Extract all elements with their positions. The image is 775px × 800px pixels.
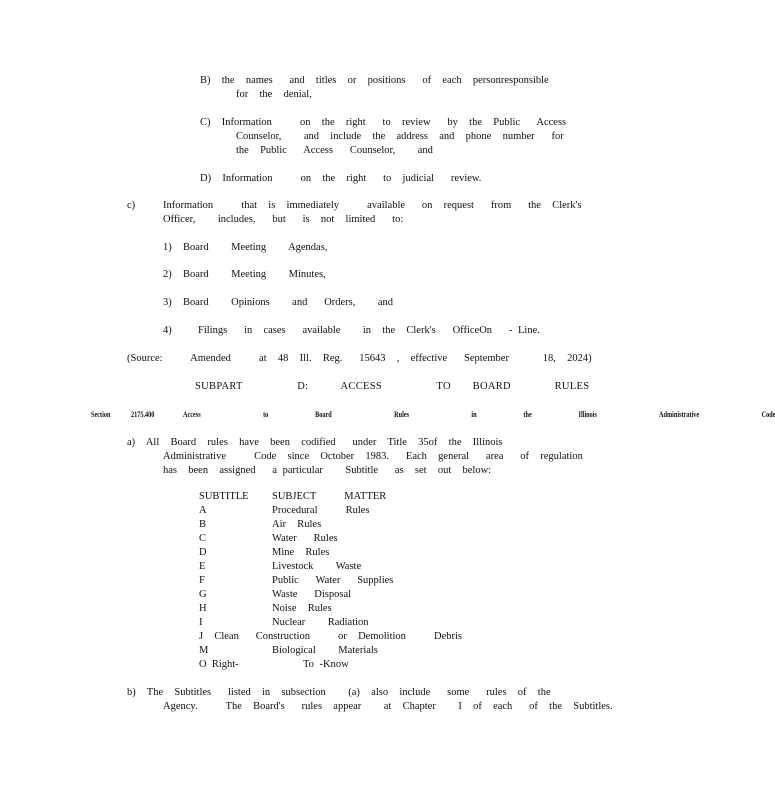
table-row-code: F <box>199 575 205 586</box>
list-item-4-number: 4) <box>163 325 172 336</box>
para-c-marker: c) <box>127 200 136 211</box>
para-b-line-1: b) The Subtitles listed in subsection (a) also include some rules of the <box>127 687 551 698</box>
section-number: 2175.400 <box>131 410 155 419</box>
item-c-line-1: C) Information on the right to review by the Public Access <box>200 117 567 128</box>
table-row-subject: Public Water Supplies <box>272 575 394 586</box>
list-item-1: 1) Board Meeting Agendas, <box>163 242 328 253</box>
table-row-subject: Biological Materials <box>272 645 378 656</box>
section-label: Section <box>91 410 111 419</box>
table-row-subject: Air Rules <box>272 519 322 530</box>
source-note: (Source: Amended at 48 Ill. Reg. 15643 , effective September 18, 2024) <box>127 353 592 364</box>
table-row-subject: Water Rules <box>272 533 338 544</box>
table-row-j: J Clean Construction or Demolition Debris <box>199 631 463 642</box>
item-b-line-1: B) the names and titles or positions of each personresponsible <box>200 75 549 86</box>
para-a-line-1: a) All Board rules have been codified under Title 35of the Illinois <box>127 437 503 448</box>
table-row-code: C <box>199 533 207 544</box>
table-row-code: G <box>199 589 207 600</box>
para-c-line-1: Information that is immediately available on request from the Clerk's <box>163 200 582 211</box>
para-a-line-3: has been assigned a particular Subtitle as set out below: <box>163 465 492 476</box>
subpart-heading: SUBPART D: ACCESS TO BOARD RULES <box>195 381 590 392</box>
table-row-o-right: To -Know <box>303 659 349 670</box>
table-row-code: I <box>199 617 203 628</box>
table-row-o-left: O Right- <box>199 659 239 670</box>
item-c-line-3: the Public Access Counselor, and <box>236 145 433 156</box>
table-row-subject: Waste Disposal <box>272 589 352 600</box>
table-row-code: H <box>199 603 207 614</box>
list-item-3: 3) Board Opinions and Orders, and <box>163 297 394 308</box>
table-row-subject: Nuclear Radiation <box>272 617 369 628</box>
table-row-subject: Mine Rules <box>272 547 330 558</box>
para-c-line-2: Officer, includes, but is not limited to: <box>163 214 404 225</box>
table-row-subject: Livestock Waste <box>272 561 362 572</box>
table-row-subject: Procedural Rules <box>272 505 370 516</box>
table-header-subtitle: SUBTITLE <box>199 491 249 502</box>
table-row-code: M <box>199 645 209 656</box>
table-row-subject: Noise Rules <box>272 603 332 614</box>
table-row-code: D <box>199 547 207 558</box>
item-b-line-2: for the denial, <box>236 89 312 100</box>
para-a-line-2: Administrative Code since October 1983. Each general area of regulation <box>163 451 583 462</box>
table-row-code: E <box>199 561 206 572</box>
table-header-subject: SUBJECT MATTER <box>272 491 387 502</box>
section-title: Access to Board Rules in the Illinois Administrative Code <box>183 410 775 419</box>
list-item-2: 2) Board Meeting Minutes, <box>163 269 326 280</box>
table-row-code: A <box>199 505 207 516</box>
para-b-line-2: Agency. The Board's rules appear at Chapter I of each of the Subtitles. <box>163 701 613 712</box>
list-item-4-text: Filings in cases available in the Clerk's OfficeOn - Line. <box>198 325 540 336</box>
item-c-line-2: Counselor, and include the address and phone number for <box>236 131 564 142</box>
item-d-line-1: D) Information on the right to judicial review. <box>200 173 482 184</box>
table-row-code: B <box>199 519 207 530</box>
